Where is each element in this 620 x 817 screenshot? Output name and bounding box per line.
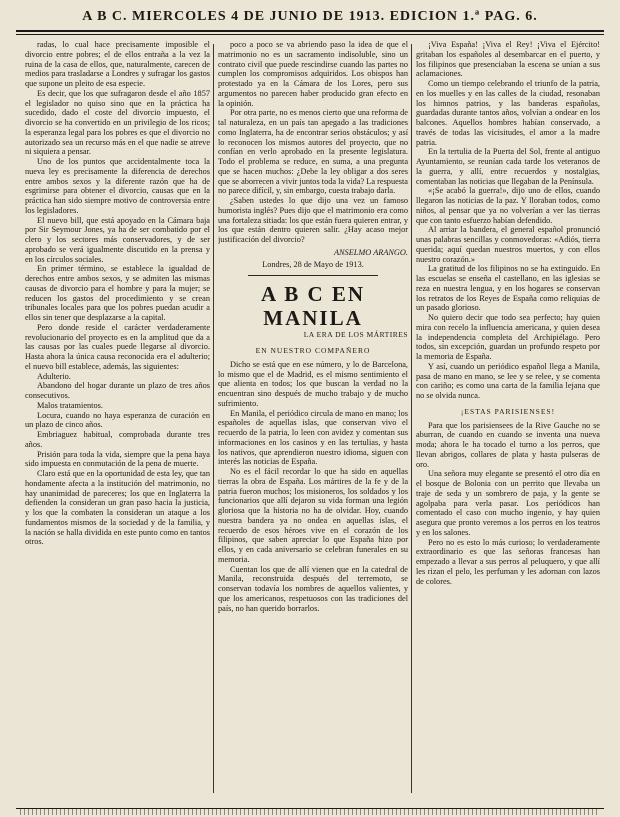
article-note: EN NUESTRO COMPAÑERO: [255, 346, 371, 355]
paragraph: Pero donde reside el carácter verdaderamente revolucionario del proyecto es en la amplitud que da a las causas por las cuales puede llegarse al divorcio. Hasta ahora la única causa reconocida era el adulterio; el nuevo bill establece, además, las siguientes:: [25, 322, 210, 371]
column-right: [416, 40, 600, 797]
dateline: Londres, 28 de Mayo de 1913.: [262, 259, 364, 269]
header-rule-thin: [16, 34, 604, 35]
paragraph: Pero no es esto lo más curioso; lo verdaderamente extraordinario es que las señoras francesas han empezado a llevar a sus perros al peluquero, y que allí les rizan el pelo, les perfuman y les adornan con lazos de colores.: [416, 537, 600, 586]
column-divider: [213, 44, 214, 793]
article-headline: A B C EN MANILA: [260, 282, 366, 331]
list-item: Prisión para toda la vida, siempre que la pena haya sido impuesta en conmutación de la pena de muerte.: [25, 449, 210, 469]
paragraph: El nuevo bill, que está apoyado en la Cámara baja por Sir Seymour Jones, ya ha de ser combatido por el clero y los sectores más conservadores, y de ser aprobado se verá igualmente discutido en la prensa y en los círculos sociales.: [25, 215, 210, 264]
paragraph: Uno de los puntos que accidentalmente toca la nueva ley es precisamente la diferencia de derechos entre ambos sexos y la diferente razón que ha de esgrimirse para obtener el divorcio, causas que en la práctica han sido siempre motivo de controversia entre los legisladores.: [25, 157, 210, 215]
column-left: [25, 40, 210, 797]
section-separator: [248, 275, 378, 276]
paragraph: No quiero decir que todo sea perfecto; hay quien mira con recelo la influencia americana, y quien desea la independencia completa del Archipiélago. Pero todos, sin excepción, guardan un profundo respeto por la memoria de España.: [416, 313, 600, 361]
article-subhead: LA ERA DE LOS MÁRTIRES: [303, 330, 408, 340]
paragraph: No es el fácil recordar lo que ha sido en aquellas tierras la obra de España. Los mártires de la fe y de la patria fueron muchos; los misioneros, los soldados y los funcionarios que allí dejaron su vida forman una legión gloriosa que la historia no ha de olvidar. Hoy, cuando nuestra bandera ya no ondea en aquellas islas, el recuerdo de esos héroes vive en el corazón de los filipinos, que saben apreciar lo que España hizo por ellos, y en cada aniversario se celebran funerales en su memoria.: [218, 467, 408, 564]
paragraph: Como un tiempo celebrando el triunfo de la patria, en los muelles y en las calles de la ciudad, resonaban los himnos patrios, y las banderas españolas, guardadas durante tantos años, volvían a ondear en los balcones. Aquellos hombres habían conservado, a través de todas las vicisitudes, el amor a la madre patria.: [416, 79, 600, 147]
list-item: Locura, cuando no haya esperanza de curación en un plazo de cinco años.: [25, 410, 210, 430]
paragraph: En la tertulia de la Puerta del Sol, frente al antiguo Ayuntamiento, se reunían cada tarde los veteranos de la guerra, y allí, entre recuerdos y nostalgias, comentaban las noticias que llegaban de la Península.: [416, 147, 600, 186]
paragraph: Para que los parisiensees de la Rive Gauche no se aburran, de cuando en cuando se inventa una nueva moda; ahora le ha tocado el turno a los perros, que llevan abrigos, collares de plata y hasta pulseras de oro.: [416, 420, 600, 469]
page-header: A B C. MIERCOLES 4 DE JUNIO DE 1913. EDICION 1.ª PAG. 6.: [82, 9, 538, 24]
paragraph: poco a poco se va abriendo paso la idea de que el matrimonio no es un sacramento indisoluble, sino un contrato civil que puede rescindirse cuando las partes no cumplen los compromisos adquiridos. Los obispos han protestado ya en la Cámara de los Lores, pero sus argumentos no parecen haber producido gran efecto en la opinión.: [218, 40, 408, 108]
list-item: Embriaguez habitual, comprobada durante tres años.: [25, 430, 210, 449]
paragraph: Al arriar la bandera, el general español pronunció unas palabras sencillas y conmovedoras: «Adiós, tierra querida; aquí quedan nuestros muertos, y con ellos nuestro corazón.»: [416, 225, 600, 264]
paragraph: Por otra parte, no es menos cierto que una reforma de tal naturaleza, en un país tan apegado a las tradiciones como Inglaterra, ha de encontrar serios obstáculos; y así lo reconocen los mismos autores del proyecto, que no confían en verlo aprobado en la presente legislatura. Todo el problema se reduce, en suma, a una pregunta que se hacen muchos: ¿Debe la ley obligar a dos seres que se aborrecen a vivir juntos toda la vida? La respuesta no parece difícil, y, sin embargo, cuesta trabajo darla.: [218, 108, 408, 196]
paragraph: Y así, cuando un periódico español llega a Manila, pasa de mano en mano, se lee y se relee, y se comenta con cariño; es como una carta de la familia lejana que no se olvida nunca.: [416, 361, 600, 400]
paragraph: En primer término, se establece la igualdad de derechos entre ambos sexos, y se admiten las mismas causas de divorcio para el hombre y para la mujer; se reducen los gastos del procedimiento y se crean tribunales locales para que los pobres puedan acudir a ellos sin tener que desplazarse a la capital.: [25, 264, 210, 322]
header-rule: [16, 30, 604, 32]
paragraph: Es decir, que los que sufragaron desde el año 1857 el legislador no quiso sino que en la práctica ha sucedido, dado el coste del divorcio impuesto, el divorcio se ha convertido en un privilegio de los ricos; la esperanza legal para los pobres es que el divorcio no autorizado sea un recurso más en el que nadie se atreve ni siquiera a pensar.: [25, 88, 210, 157]
paragraph: «¡Se acabó la guerra!», dijo uno de ellos, cuando llegaron las noticias de la paz. Y lloraban todos, como niños, al pensar que ya no volverían a ver las tierras que con tanto esfuerzo habían defendido.: [416, 186, 600, 225]
paragraph: Cuentan los que de allí vienen que en la catedral de Manila, reconstruida después del terremoto, se conservan todavía los nombres de aquellos valientes, y que los americanos, respetuosos con las tradiciones del país, no han querido borrarlos.: [218, 564, 408, 613]
paragraph: Claro está que en la oportunidad de esta ley, que tan hondamente afecta a la institución del matrimonio, no hay unanimidad de pareceres; los que en Inglaterra la defienden la consideran un gran paso hacia la justicia, y los que la combaten la consideran un ataque a los fundamentos mismos de la sociedad y de la familia, y la nación se halla dividida en este punto como en tantos otros.: [25, 469, 210, 547]
column-middle: [218, 40, 408, 797]
paragraph: En Manila, el periódico circula de mano en mano; los españoles de aquellas islas, que conservan vivo el recuerdo de la patria, lo leen con avidez y comentan sus informaciones en los casinos y en las tertulias, y hasta los nativos, que aprendieron nuestro idioma, siguen con interés las noticias de España.: [218, 408, 408, 467]
column-divider: [411, 44, 412, 793]
section-title: ¡ESTAS PARISIENSES!: [460, 406, 556, 416]
paragraph: ¡Viva España! ¡Viva el Rey! ¡Viva el Ejército! gritaban los españoles al desembarcar en el puerto, y los filipinos que presenciaban la escena se unían a sus aclamaciones.: [416, 40, 600, 79]
list-item: Adulterio.: [37, 371, 71, 381]
paragraph: ¿Saben ustedes lo que dijo una vez un famoso humorista inglés? Pues dijo que el matrimonio era como una fortaleza sitiada: los que están fuera quieren entrar, y los que están dentro quieren salir. ¿Hay acaso mejor justificación del divorcio?: [218, 196, 408, 244]
paragraph: Una señora muy elegante se presentó el otro día en el bosque de Bolonia con un perrito que llevaba un traje de seda y un sombrero de paja, y la gente se agolpaba para verla pasar. Los periódicos han comentado el caso con mucho ingenio, y hay quien asegura que pronto veremos a los perros en los teatros y en los salones.: [416, 469, 600, 537]
paragraph: Dicho se está que en ese número, y lo de Barcelona, lo mismo que el de Madrid, es el mismo sentimiento el que alienta en todos; los que buscan la verdad no la encuentran sino después de mucho trabajo y de mucho sufrimiento.: [218, 359, 408, 408]
list-item: Malos tratamientos.: [37, 400, 103, 410]
list-item: Abandono del hogar durante un plazo de tres años consecutivos.: [25, 381, 210, 400]
print-edge-artifact: [20, 809, 600, 815]
paragraph: radas, lo cual hace precisamente imposible el divorcio entre pobres; el de ellos entraña a la vez la ruina de la casa de ellos, que, naturalmente, carecen de medios para trasladarse a Londres y sufragar los gastos que supone un pleito de esa especie.: [25, 40, 210, 88]
paragraph: La gratitud de los filipinos no se ha extinguido. En las escuelas se enseña el castellano, en las iglesias se reza en nuestra lengua, y en los hogares se conservan los retratos de los Reyes de España como reliquias de un pasado glorioso.: [416, 264, 600, 313]
author-signature: ANSELMO ARANGO.: [333, 247, 408, 257]
